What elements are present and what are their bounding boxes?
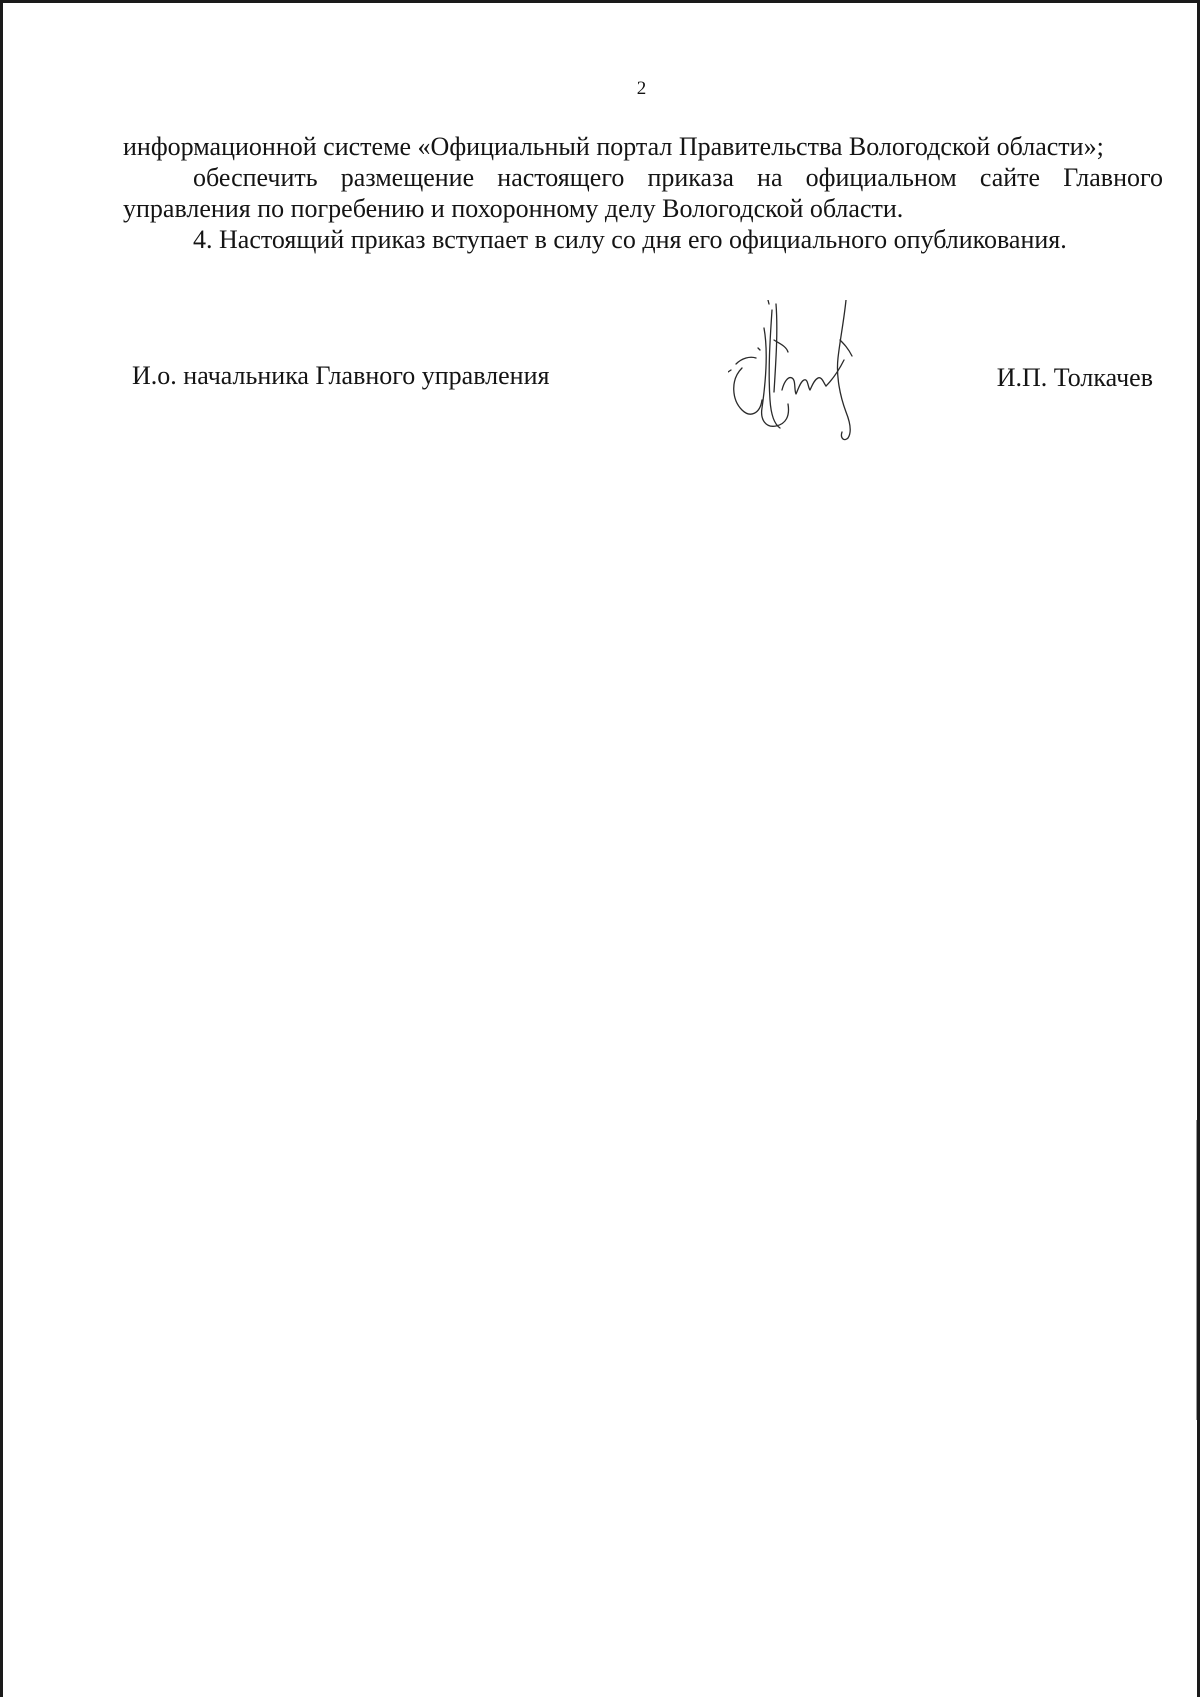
paragraph-publication-website: обеспечить размещение настоящего приказа на официальном сайте Главного управления по погребению и похоронному делу Вологодской области. [123, 163, 1163, 223]
signature-block [0, 360, 1200, 440]
paragraph-continuation: информационной системе «Официальный портал Правительства Вологодской области»; [123, 132, 1104, 161]
scan-edge-top [0, 0, 1200, 3]
handwritten-signature-icon [728, 300, 878, 442]
page-number: 2 [636, 78, 647, 99]
scan-edge-left [0, 0, 3, 1697]
signer-name: И.П. Толкачев [996, 363, 1153, 392]
paragraph-effective-date: 4. Настоящий приказ вступает в силу со дня его официального опубликования. [193, 225, 1067, 254]
signer-position: И.о. начальника Главного управления [132, 361, 550, 390]
document-body [123, 131, 1163, 255]
scan-edge-right-faint [1196, 1120, 1197, 1420]
